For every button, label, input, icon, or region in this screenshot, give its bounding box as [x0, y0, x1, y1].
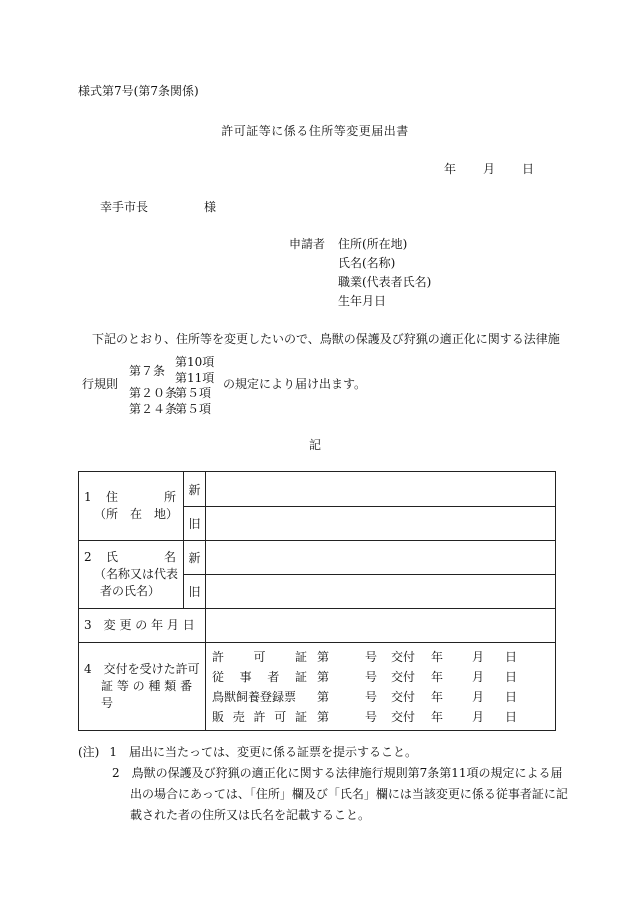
permit-label-2: 証 等 の 種 類 番 号: [101, 679, 193, 710]
new-marker: 新: [184, 472, 206, 507]
permit-no-prefix: 第: [317, 709, 330, 724]
permit-no-suffix: 号: [365, 709, 378, 724]
permit-no-prefix: 第: [317, 649, 330, 664]
applicant-label: 申請者: [289, 237, 326, 251]
permit-name-char: 可: [274, 709, 287, 724]
permit-no-suffix: 号: [365, 669, 378, 684]
permit-year: 年: [431, 689, 444, 704]
address-label-cell: [79, 472, 184, 541]
permit-name-char: 者: [267, 669, 280, 684]
permit-name: 鳥獣飼養登録票: [212, 689, 297, 704]
label-char: 氏: [106, 550, 119, 564]
permit-day: 日: [505, 649, 518, 664]
label-char: 所: [163, 490, 176, 504]
note-2-line-3: 載された者の住所又は氏名を記載すること。: [130, 808, 371, 822]
permit-month: 月: [472, 709, 485, 724]
rule-suffix: の規定により届け出ます。: [223, 377, 367, 391]
permit-label-1: 4 交付を受けた許可: [84, 662, 200, 676]
permit-issued: 交付: [391, 709, 416, 724]
date-month: 月: [482, 162, 495, 176]
permit-name-char: 証: [294, 669, 307, 684]
addressee: [100, 198, 216, 215]
permit-name-char: 売: [232, 709, 245, 724]
date-year: 年: [444, 162, 457, 176]
change-date-label: 3 変 更 の 年 月 日: [79, 609, 206, 643]
address-sublabel: （所 在 地）: [94, 507, 179, 521]
applicant-fields: [338, 235, 431, 311]
label-char: 住: [106, 490, 119, 504]
permit-issued: 交付: [391, 689, 416, 704]
permit-month: 月: [472, 689, 485, 704]
change-table: [78, 471, 556, 731]
old-marker: 旧: [184, 507, 206, 541]
permit-name-char: 可: [253, 649, 266, 664]
form-label: 様式第7号(第7条関係): [78, 84, 199, 98]
note-2-line-1: 2 鳥獣の保護及び狩猟の適正化に関する法律施行規則第7条第11項の規定による届: [112, 766, 563, 780]
note-2: [112, 763, 568, 826]
permit-year: 年: [431, 709, 444, 724]
permit-no-suffix: 号: [365, 689, 378, 704]
old-marker: 旧: [184, 575, 206, 609]
permit-row: [212, 667, 555, 687]
permit-no-prefix: 第: [317, 669, 330, 684]
old-name-field[interactable]: [206, 575, 556, 609]
addressee-honorific: 様: [204, 200, 217, 214]
permit-day: 日: [505, 709, 518, 724]
permit-name-char: 従: [212, 669, 225, 684]
notes: [78, 742, 417, 763]
permit-name-char: 許: [253, 709, 266, 724]
body-text: 下記のとおり、住所等を変更したいので、鳥獣の保護及び狩猟の適正化に関する法律施: [92, 332, 560, 346]
permit-day: 日: [505, 669, 518, 684]
permit-name-char: 証: [294, 709, 307, 724]
permit-month: 月: [472, 649, 485, 664]
name-sublabel-2: 者の氏名）: [100, 584, 161, 598]
new-address-field[interactable]: [206, 472, 556, 507]
permit-name-char: 許: [212, 649, 225, 664]
article-a: 第２０条: [129, 386, 178, 400]
permit-month: 月: [472, 669, 485, 684]
label-char: 名: [163, 550, 176, 564]
article-list: [129, 355, 214, 417]
permit-no-prefix: 第: [317, 689, 330, 704]
permit-year: 年: [431, 649, 444, 664]
permit-name-char: 販: [212, 709, 225, 724]
date-line: [444, 160, 534, 177]
article-b: 第11項: [175, 370, 215, 385]
applicant-name: 氏名(名称): [338, 256, 396, 270]
permit-label-cell: [79, 643, 206, 731]
permit-year: 年: [431, 669, 444, 684]
old-address-field[interactable]: [206, 507, 556, 541]
change-date-field[interactable]: [206, 609, 556, 643]
permit-no-suffix: 号: [365, 649, 378, 664]
permit-name-char: 証: [294, 649, 307, 664]
article-b: 第５項: [175, 386, 212, 400]
new-name-field[interactable]: [206, 541, 556, 575]
article-a: 第２４条: [129, 401, 178, 416]
permit-issued: 交付: [391, 669, 416, 684]
permit-name-char: 事: [239, 669, 252, 684]
notes-head: (注): [78, 745, 100, 759]
date-day: 日: [521, 162, 534, 176]
article-b: 第10項: [175, 355, 215, 369]
permit-row: [212, 687, 555, 707]
applicant-address: 住所(所在地): [338, 237, 408, 251]
new-marker: 新: [184, 541, 206, 575]
article-a: 第７条: [129, 363, 166, 378]
permit-list: [212, 647, 555, 727]
name-label-cell: [79, 541, 184, 609]
applicant-birthdate: 生年月日: [338, 294, 387, 308]
note-1: 1 届出に当たっては、変更に係る証票を提示すること。: [109, 745, 418, 759]
permit-row: [212, 647, 555, 667]
row-number: 1: [84, 490, 92, 504]
document-title: 許可証等に係る住所等変更届出書: [221, 124, 409, 138]
addressee-name: 幸手市長: [100, 200, 149, 214]
applicant-occupation: 職業(代表者氏名): [338, 275, 432, 289]
name-sublabel-1: （名称又は代表: [94, 567, 179, 581]
permit-list-cell: [206, 643, 556, 731]
ki-heading: 記: [308, 438, 321, 452]
permit-row: [212, 707, 555, 727]
note-2-line-2: 出の場合にあっては、「住所」欄及び「氏名」欄には当該変更に係る従事者証に記: [130, 787, 568, 801]
article-b: 第５項: [175, 401, 212, 416]
permit-issued: 交付: [391, 649, 416, 664]
row-number: 2: [84, 550, 92, 564]
rule-prefix: 行規則: [82, 377, 119, 391]
permit-day: 日: [505, 689, 518, 704]
